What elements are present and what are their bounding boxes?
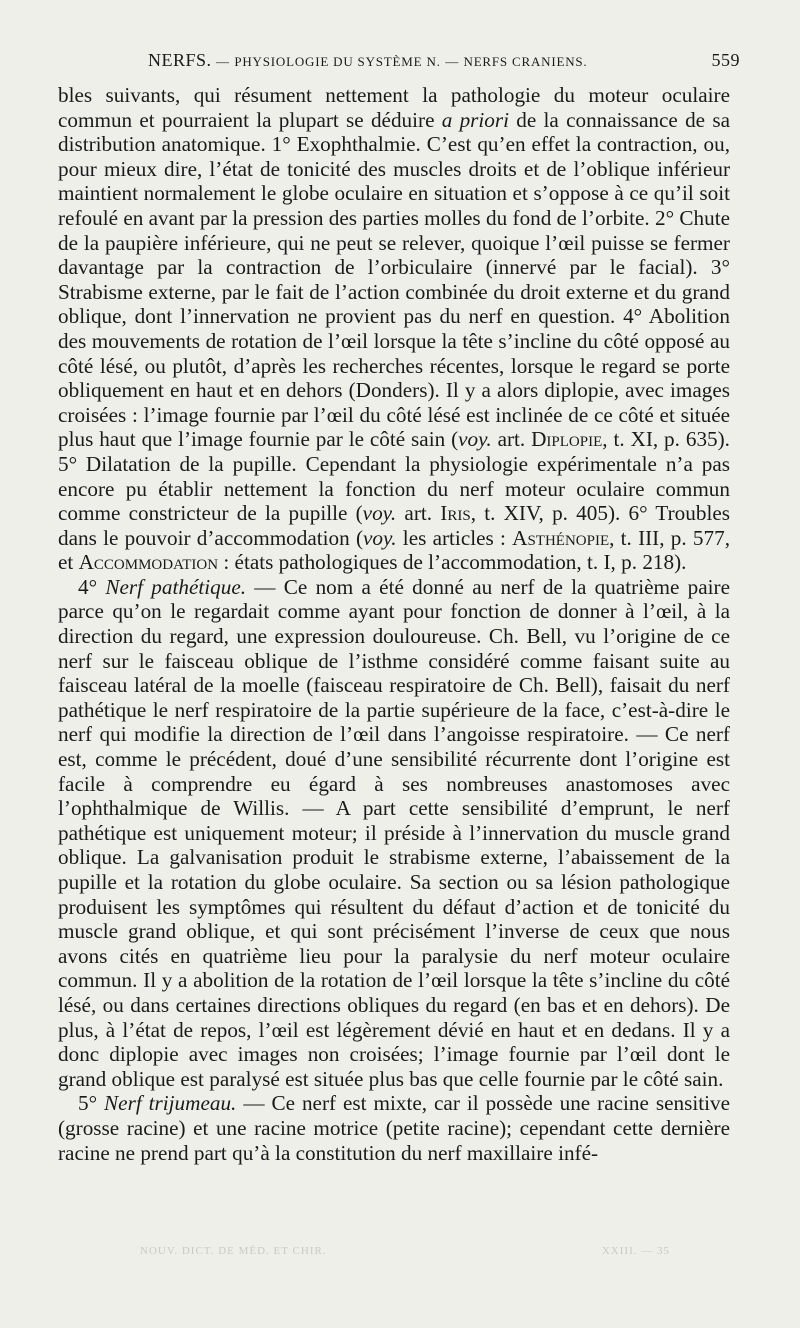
header-topic: PHYSIOLOGIE DU SYSTÈME N.: [234, 54, 441, 69]
text-run: 4°: [78, 574, 106, 599]
text-run: , t. XIV, p. 405). 6° Troubles dans le pouvoir d’accommodation (: [58, 501, 731, 550]
italic-run: voy.: [362, 501, 397, 526]
paragraph-nerf-pathetique: [58, 575, 730, 1091]
text-body: [58, 83, 730, 1165]
text-run: art.: [396, 501, 441, 526]
text-run: de la connaissance de sa distribution anatomique. 1° Exophthalmie. C’est qu’en effet la contraction, ou, pour mieux dire, l’état de tonicité des muscles droits et de l’oblique inférieur maintient normalement le globe oculaire en situation et s’oppose à ce qu’il soit refoulé en avant par la pression des parties molles du fond de l’orbite. 2° Chute de la paupière inférieure, qui ne peut se relever, quoique l’œil puisse se fermer davantage par la contraction de l’orbiculaire (innervé par le facial). 3° Strabisme externe, par le fait de l’action combinée du droit externe et du grand oblique, dont l’innervation ne provient pas du nerf en question. 4° Abolition des mouvements de rotation de l’œil lorsque la tête s’incline du côté opposé au côté lésé, ou plutôt, d’après les recherches récentes, lorsque le regard se porte obliquement en haut et en dehors (Donders). Il y a alors diplopie, avec images croisées : l’image fournie par l’œil du côté lésé est inclinée de ce côté et située plus haut que l’image fournie par le côté sain (: [58, 107, 730, 452]
running-header: [60, 50, 740, 76]
small-caps-run: Accommodation: [78, 550, 219, 575]
small-caps-run: Iris: [440, 501, 471, 526]
paragraph-nerf-trijumeau: [58, 1091, 730, 1165]
italic-run: voy.: [458, 427, 492, 452]
italic-run: a priori: [441, 107, 510, 132]
header-section: NERFS.: [148, 50, 212, 70]
header-title: [148, 50, 587, 71]
italic-run: voy.: [363, 525, 397, 550]
italic-run: Nerf pathétique.: [105, 574, 247, 599]
signature-left: NOUV. DICT. DE MÉD. ET CHIR.: [140, 1245, 327, 1257]
signature-right: XXIII. — 35: [601, 1245, 670, 1257]
text-run: , t. XI, p. 635). 5° Dilatation de la pupille. Cependant la physiologie expérimentale n’a pas encore pu établir nettement la fonction du nerf moteur oculaire commun comme constricteur de la pupille (: [58, 427, 730, 526]
small-caps-run: Asthénopie: [512, 525, 610, 550]
page-number: 559: [711, 50, 740, 70]
text-run: : états pathologiques de l’accommodation, t. I, p. 218).: [218, 550, 687, 575]
italic-run: Nerf trijumeau.: [104, 1091, 237, 1116]
text-run: 5°: [78, 1091, 105, 1116]
text-run: bles suivants, qui résument nettement la pathologie du moteur oculaire commun et pourraient la plupart se déduire: [58, 83, 730, 132]
text-run: — Ce nerf est mixte, car il possède une racine sensitive (grosse racine) et une racine motrice (petite racine); cependant cette dernière racine ne prend part qu’à la constitution du nerf maxillaire infé-: [58, 1091, 731, 1165]
text-run: , t. III, p. 577, et: [58, 525, 730, 575]
text-run: art.: [491, 427, 532, 452]
page-signature: [140, 1245, 700, 1257]
header-subtopic: NERFS CRANIENS.: [463, 54, 588, 69]
small-caps-run: Diplopie: [531, 427, 603, 452]
header-separator: —: [216, 54, 230, 69]
paragraph-exophthalmie: [58, 83, 730, 575]
header-separator: —: [445, 54, 459, 69]
text-run: — Ce nom a été donné au nerf de la quatrième paire parce qu’on le regardait comme ayant pour fonction de donner à l’œil, à la direction du regard, une expression douloureuse. Ch. Bell, vu l’origine de ce nerf sur le faisceau oblique de l’isthme considéré comme faisant suite au faisceau latéral de la moelle (faisceau respiratoire de Ch. Bell), faisait du nerf pathétique le nerf respiratoire de la partie supérieure de la face, c’est-à-dire le nerf qui modifie la direction de l’œil dans l’angoisse respiratoire. — Ce nerf est, comme le précédent, doué d’une sensibilité récurrente dont l’origine est facile à comprendre eu égard à ses nombreuses anastomoses avec l’ophthalmique de Willis. — A part cette sensibilité d’emprunt, le nerf pathétique est uniquement moteur; il préside à l’innervation du muscle grand oblique. La galvanisation produit le strabisme externe, l’abaissement de la pupille et la rotation du globe oculaire. Sa section ou sa lésion pathologique produisent les symptômes qui résultent du défaut d’action et de tonicité du muscle grand oblique, et qui sont précisément l’inverse de ceux que nous avons cités en quatrième lieu pour la paralysie du nerf moteur oculaire commun. Il y a abolition de la rotation de l’œil lorsque la tête s’incline du côté lésé, ou dans certaines directions obliques du regard (en bas et en dehors). De plus, à l’état de repos, l’œil est légèrement dévié en haut et en dedans. Il y a donc diplopie avec images non croisées; l’image fournie par l’œil dont le grand oblique est paralysé est située plus bas que celle fournie par le côté sain.: [58, 574, 731, 1091]
text-run: les articles :: [396, 525, 513, 550]
